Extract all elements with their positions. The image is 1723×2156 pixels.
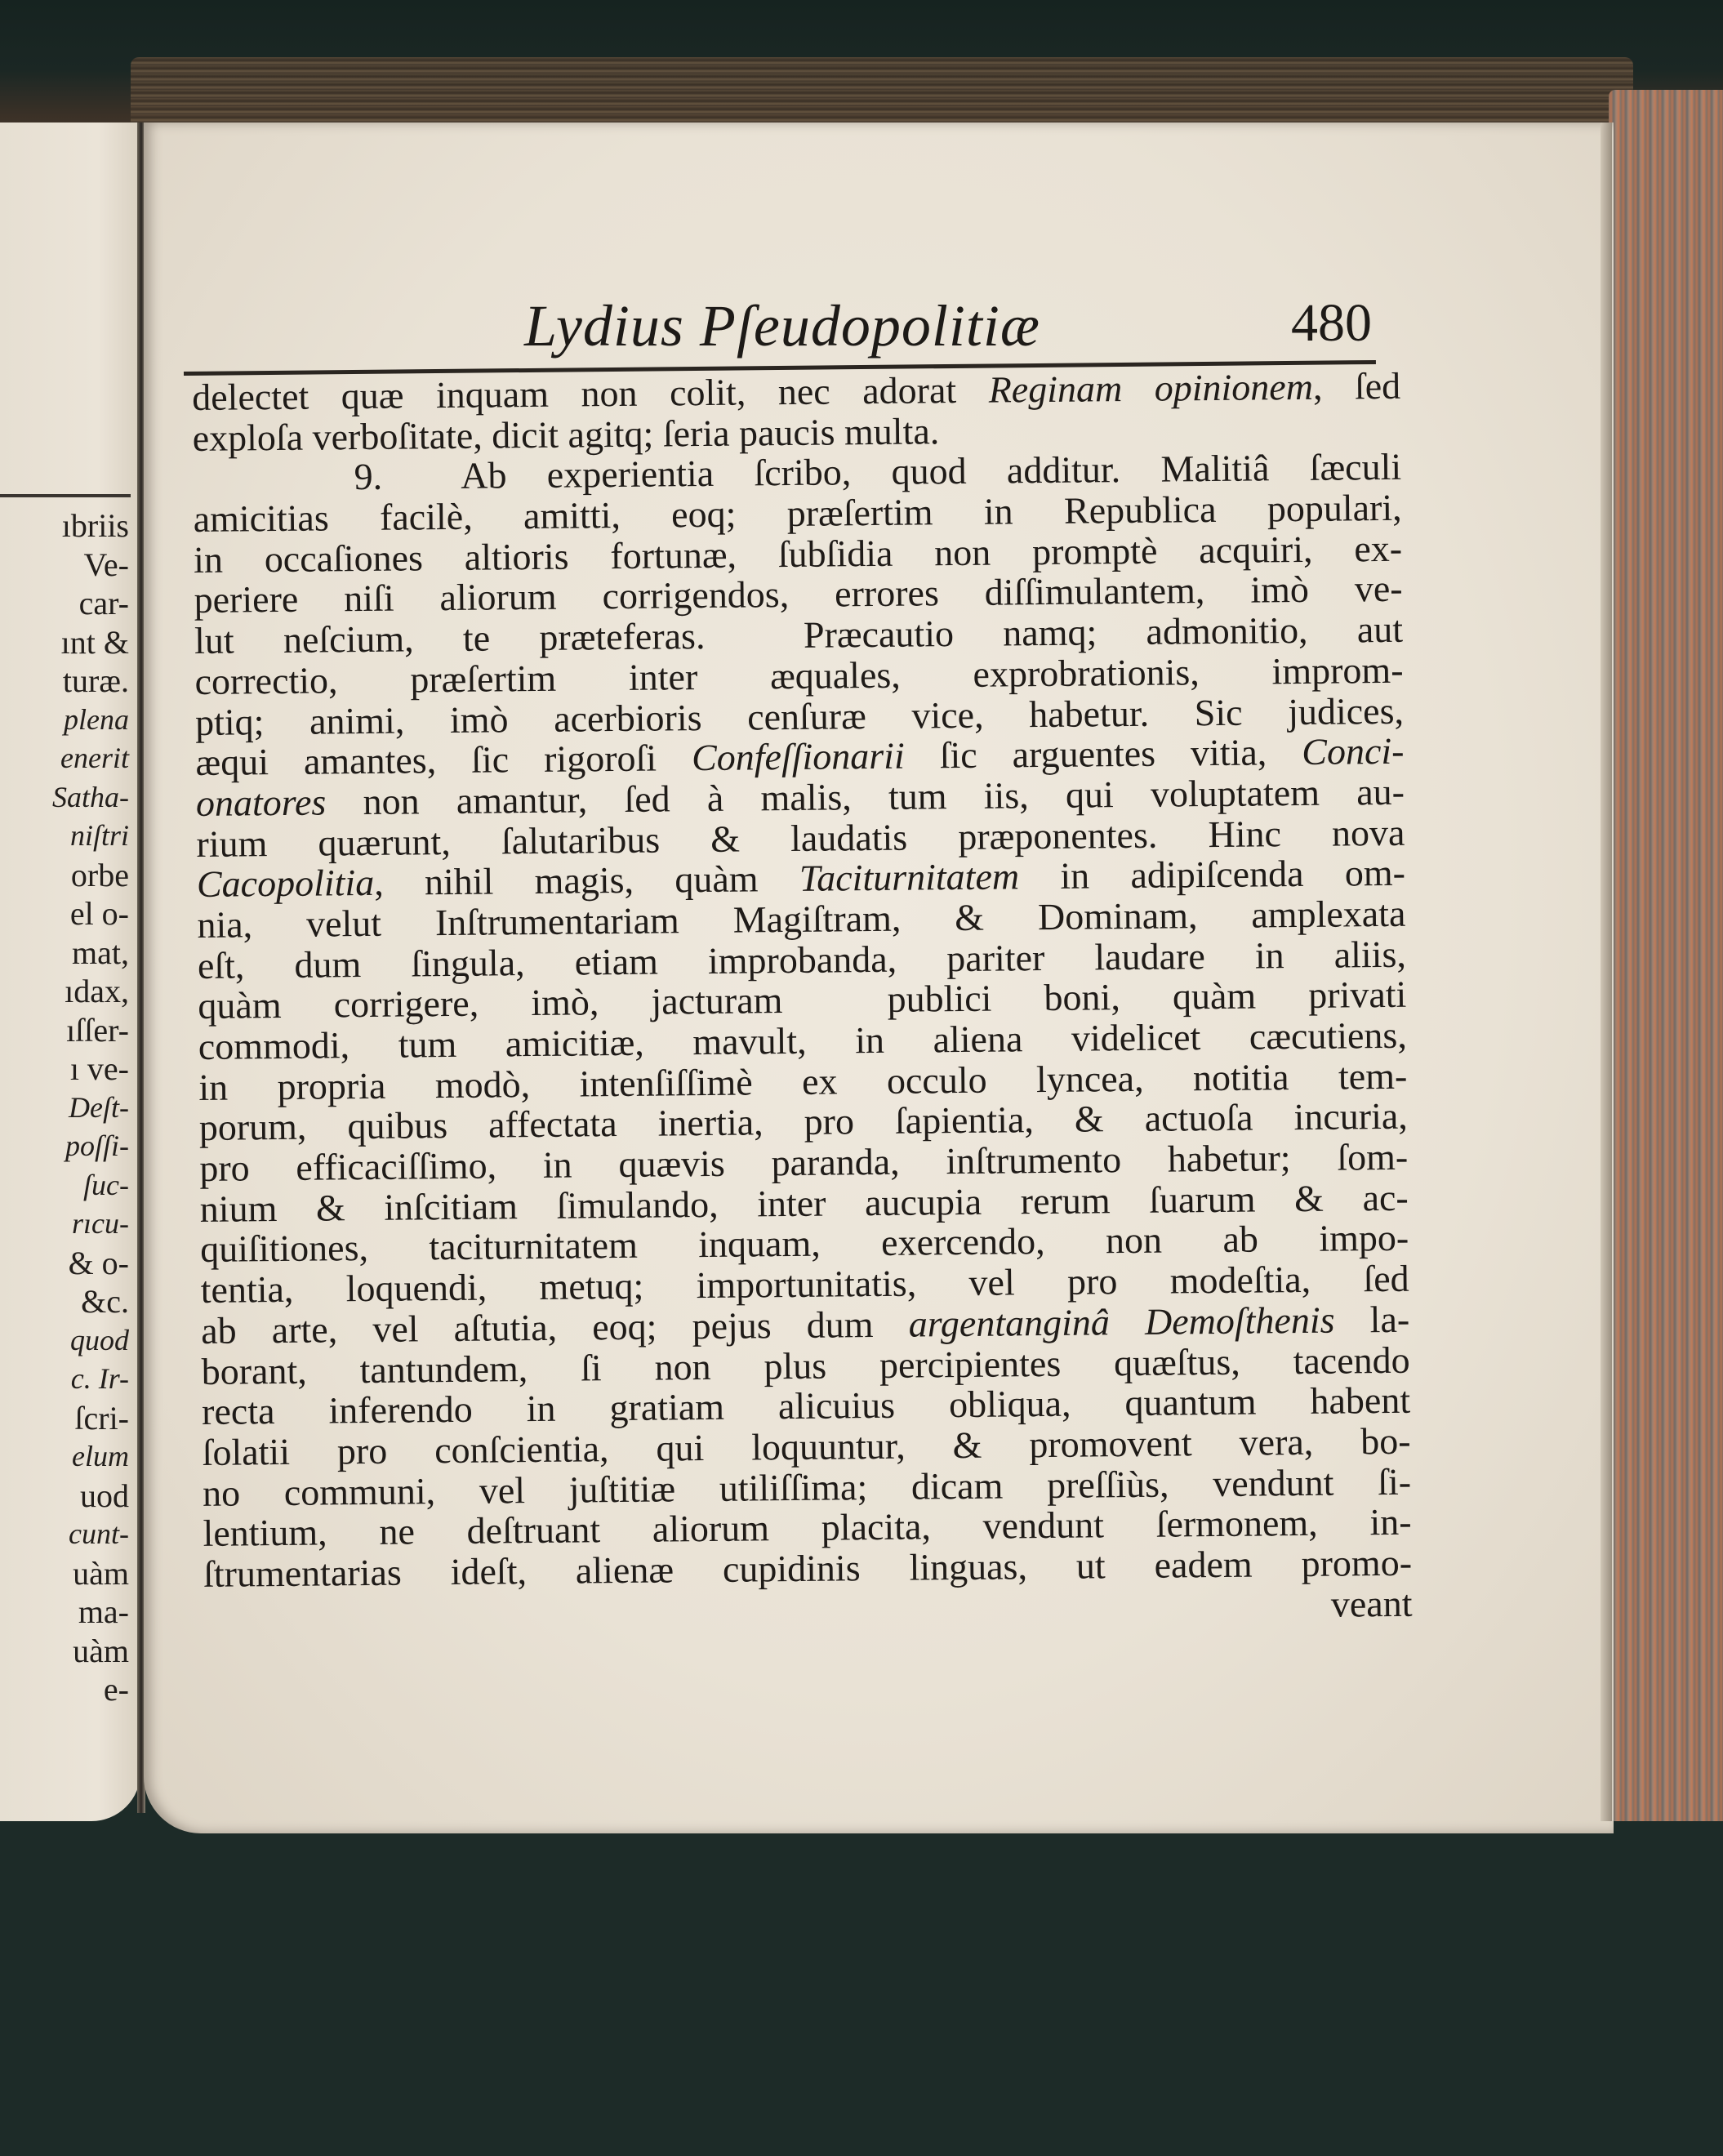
text-segment: rium quærunt, ſalutaribus & laudatis præponentes. Hinc nova: [196, 811, 1405, 865]
running-title: Lydius Pſeudopolitiæ: [524, 293, 1040, 359]
left-page-line: ſuc-: [83, 1168, 129, 1201]
text-segment: , ſed: [1312, 364, 1401, 408]
text-segment: ptiq; animi, imò acerbioris cenſuræ vice, habetur. Sic judices,: [194, 689, 1405, 743]
text-segment: porum, quibus affectata inertia, pro ſapientia, & actuoſa incuria,: [198, 1095, 1408, 1149]
text-segment: ſtrumentarias ideſt, alienæ cupidinis linguas, ut eadem promo-: [203, 1541, 1413, 1595]
left-page-line: ıſſer-: [66, 1011, 129, 1049]
left-page-line: orbe: [70, 856, 129, 893]
text-segment: in occaſiones altioris fortunæ, ſubſidia non promptè acquiri, ex-: [193, 527, 1403, 581]
left-page-line: quod: [70, 1323, 129, 1356]
left-page-line: ı ve-: [69, 1050, 129, 1087]
left-page-line: turæ.: [62, 662, 129, 699]
text-segment: nium & inſcitiam ſimulando, inter aucupia rerum ſuarum & ac-: [199, 1176, 1409, 1230]
text-segment: æqui amantes, ſic rigoroſi: [195, 737, 692, 784]
text-segment: 9. Ab experientia ſcribo, quod additur. Malitiâ ſæculi: [192, 446, 1402, 500]
text-segment: no communi, vel juſtitiæ utiliſſima; dicam preſſiùs, vendunt ſi-: [202, 1460, 1412, 1514]
left-page-line: uàm: [73, 1632, 129, 1669]
left-page-line: e-: [103, 1671, 129, 1708]
left-page-line: cunt-: [69, 1517, 129, 1550]
page-edge-shade: [1601, 122, 1612, 1821]
left-page-line: ınt &: [60, 623, 129, 661]
page-header: [506, 292, 1380, 366]
left-page-line: elum: [72, 1440, 129, 1472]
body-text: [192, 366, 1413, 1635]
left-page: [0, 122, 140, 1821]
italic-text: Cacopolitia: [196, 862, 375, 906]
left-page-line: enerit: [60, 742, 129, 774]
catchword: veant: [1330, 1582, 1413, 1625]
text-segment: eſt, dum ſingula, etiam improbanda, pariter laudare in aliis,: [197, 933, 1407, 987]
left-page-line: ma-: [78, 1593, 129, 1630]
text-segment: ſic arguentes vitia,: [904, 731, 1302, 777]
text-segment: nia, velut Inſtrumentariam Magiſtram, & Dominam, amplexata: [197, 892, 1406, 946]
left-page-line: Ve-: [83, 546, 129, 583]
text-segment: lentium, ne deſtruant aliorum placita, vendunt ſermonem, in-: [203, 1500, 1412, 1555]
left-page-line: ıbriis: [61, 507, 129, 544]
text-segment: , nihil magis, quàm: [373, 858, 800, 904]
text-segment: quàm corrigere, imò, jacturam publici boni, quàm privati: [198, 973, 1407, 1027]
left-page-line: rıcu-: [72, 1207, 129, 1240]
text-segment: in propria modò, intenſiſſimè ex occulo lyncea, notitia tem-: [198, 1054, 1408, 1108]
book-fore-edge: [1609, 90, 1723, 1821]
page-number: 480: [1291, 293, 1372, 353]
italic-text: Confeſſionarii: [691, 734, 905, 779]
left-page-line: mat,: [72, 933, 129, 971]
text-segment: tentia, loquendi, metuq; importunitatis, vel pro modeſtia, ſed: [200, 1257, 1409, 1312]
text-segment: borant, tantundem, ſi non plus percipientes quæſtus, tacendo: [201, 1339, 1410, 1392]
italic-text: Taciturnitatem: [799, 855, 1020, 900]
text-segment: delectet quæ inquam non colit, nec adorat: [191, 368, 989, 418]
text-segment: ſolatii pro conſcientia, qui loquuntur, & promovent vera, bo-: [202, 1419, 1411, 1473]
text-segment: in adipiſcenda om-: [1018, 852, 1406, 898]
text-segment: amicitias facilè, amitti, eoq; præſertim in Republica populari,: [193, 486, 1402, 541]
italic-text: Reginam opinionem: [988, 365, 1314, 411]
text-segment: lut neſcium, te præteferas. Præcautio namq; admonitio, aut: [194, 608, 1404, 662]
left-page-line: ſcri-: [74, 1399, 129, 1437]
text-segment: la-: [1334, 1298, 1410, 1341]
italic-text: argentanginâ Demoſthenis: [908, 1298, 1335, 1345]
left-page-line: & o-: [68, 1244, 129, 1281]
book-page-block-top: [131, 57, 1633, 131]
left-page-line: ıdax,: [65, 973, 129, 1009]
left-page-line: car-: [78, 585, 129, 621]
left-page-line: Deſt-: [69, 1090, 129, 1124]
left-page-text: [0, 506, 129, 1709]
left-page-line: uod: [80, 1477, 129, 1514]
text-segment: quiſitiones, taciturnitatem inquam, exercendo, non ab impo-: [200, 1217, 1409, 1271]
left-page-line: poſſi-: [65, 1129, 129, 1162]
text-segment: exploſa verboſitate, dicit agitq; ſeria paucis multa.: [192, 409, 940, 459]
text-segment: non amantur, ſed à malis, tum iis, qui voluptatem au-: [326, 770, 1405, 823]
text-segment: correctio, præſertim inter æquales, exprobrationis, improm-: [194, 648, 1404, 702]
left-page-line: plena: [64, 702, 129, 736]
left-page-rule: [0, 494, 131, 497]
italic-text: onatores: [195, 781, 327, 824]
text-segment: periere niſi aliorum corrigendos, errores diſſimulantem, imò ve-: [194, 568, 1403, 621]
italic-text: Conci-: [1302, 729, 1405, 773]
left-page-line: c. Ir-: [70, 1362, 129, 1395]
left-page-line: uàm: [73, 1554, 129, 1592]
text-segment: ab arte, vel aſtutia, eoq; pejus dum: [200, 1303, 909, 1352]
text-segment: commodi, tum amicitiæ, mavult, in aliena videlicet cæcutiens,: [198, 1013, 1408, 1067]
left-page-line: el o-: [69, 895, 129, 932]
left-page-line: niſtri: [69, 819, 129, 852]
text-segment: recta inferendo in gratiam alicuius obliqua, quantum habent: [201, 1379, 1411, 1433]
text-segment: pro efficaciſſimo, in quævis paranda, inſtrumento habetur; ſom-: [199, 1135, 1409, 1190]
left-page-line: Satha-: [52, 780, 129, 813]
left-page-line: &c.: [81, 1283, 129, 1320]
